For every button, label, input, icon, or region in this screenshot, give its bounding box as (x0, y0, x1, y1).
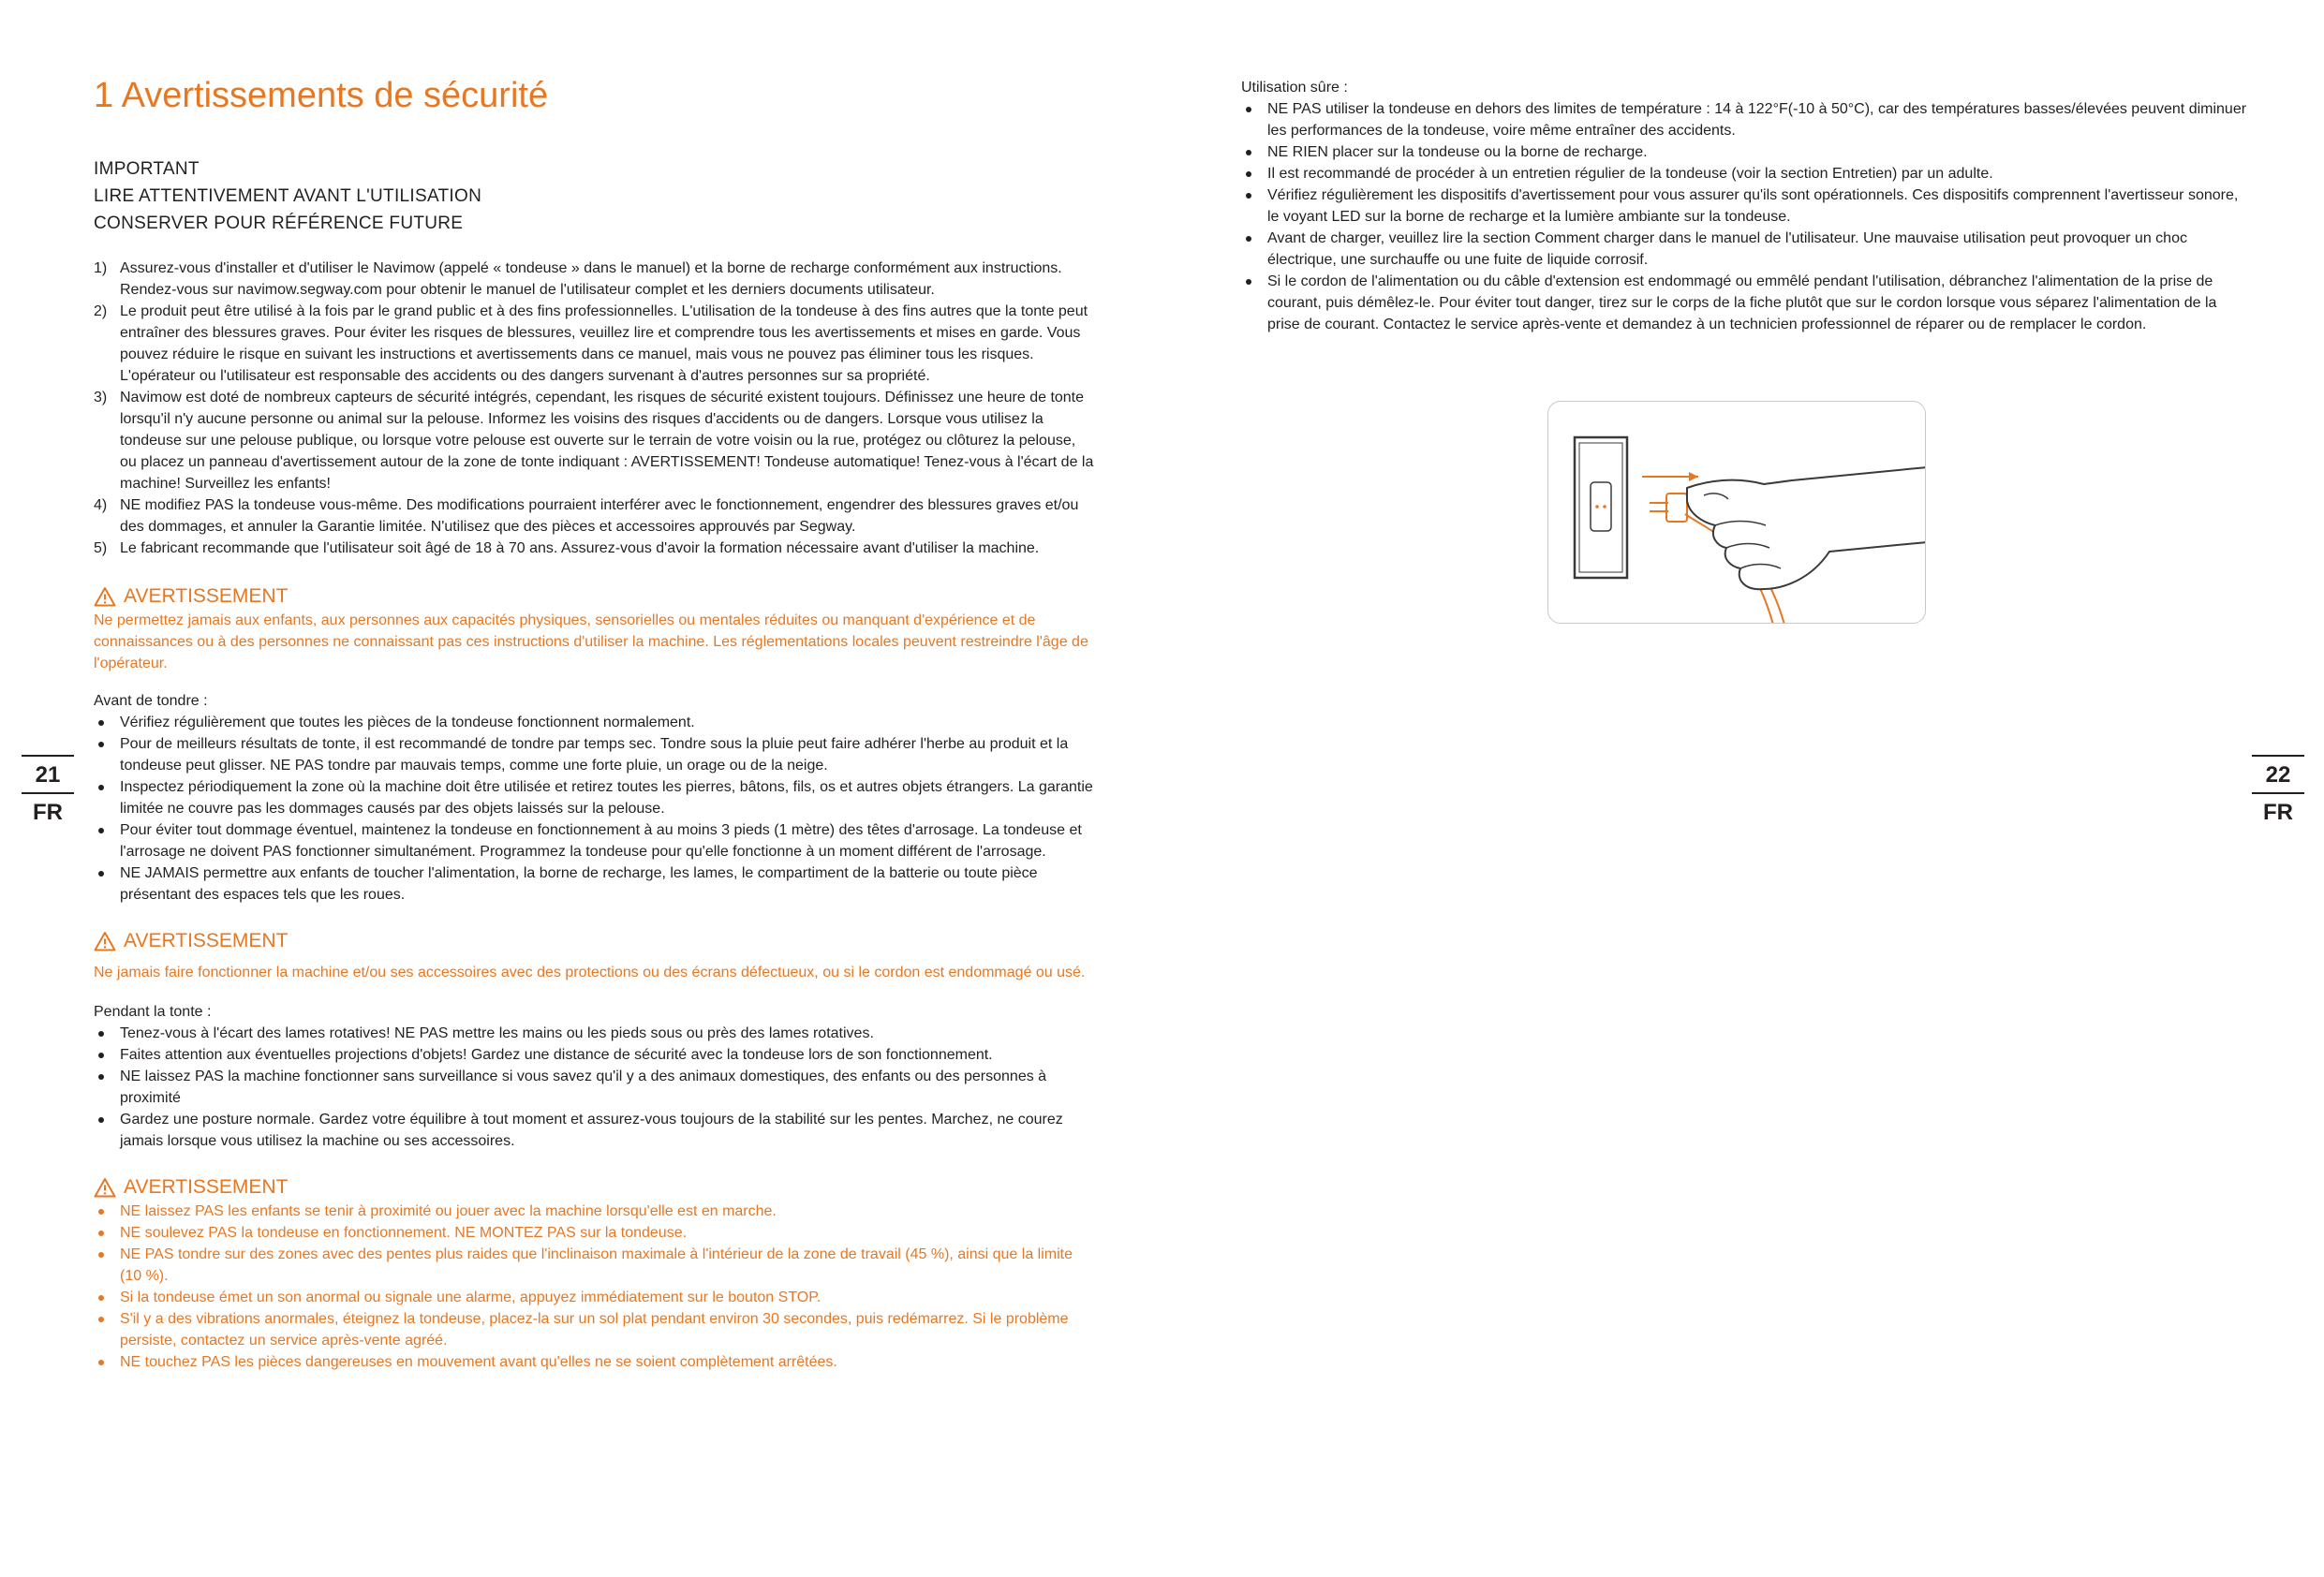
list-item: Gardez une posture normale. Gardez votre équilibre à tout moment et assurez-vous toujours de la stabilité sur les pentes. Marchez, ne courez jamais lorsque vous utilisez la machine ou ses accessoires. (94, 1109, 1096, 1152)
item-text: Le produit peut être utilisé à la fois par le grand public et à des fins professionnelles. L'utilisation de la tondeuse à des fins autres que la tonte peut entraîner des blessures graves. Pour éviter les risques de blessures, veuillez lire et comprendre tous les avertissements et mises en garde. Vous pouvez réduire le risque en suivant les instructions et avertissements dans ce manuel, mais vous ne pouvez pas éliminer tous les risques. L'opérateur ou l'utilisateur est responsable des accidents ou des dangers survenant à d'autres personnes sur sa propriété. (120, 303, 1088, 384)
list-item: NE PAS tondre sur des zones avec des pentes plus raides que l'inclinaison maximale à l'intérieur de la zone de travail (45 %), ainsi que la limite (10 %). (94, 1244, 1096, 1287)
warning-triangle-icon (94, 586, 116, 607)
plug-removal-image (1548, 402, 1926, 624)
list-item (94, 301, 1096, 387)
page-number: 22 (2265, 762, 2291, 788)
item-number: 5) (94, 540, 108, 556)
important-line: LIRE ATTENTIVEMENT AVANT L'UTILISATION (94, 186, 482, 206)
list-item: NE laissez PAS les enfants se tenir à proximité ou jouer avec la machine lorsqu'elle est en marche. (94, 1201, 1096, 1222)
unplug-illustration (1547, 401, 1926, 624)
list-item (94, 387, 1096, 494)
list-item (94, 258, 1096, 301)
item-number: 3) (94, 390, 108, 405)
warning-list (94, 1201, 1096, 1373)
list-item: Vérifiez régulièrement les dispositifs d'avertissement pour vous assurer qu'ils sont opérationnels. Ces dispositifs comprennent l'avertisseur sonore, le voyant LED sur la borne de recharge et la lumière ambiante sur la tondeuse. (1241, 184, 2253, 228)
safe-use-title: Utilisation sûre : (1241, 80, 1348, 96)
item-text: Navimow est doté de nombreux capteurs de sécurité intégrés, cependant, les risques de sécurité existent toujours. Définissez une heure de tonte lorsqu'il n'y aucune personne ou animal sur la pelouse. Informez les voisins des risques d'accidents ou de dangers. Lorsque vous utilisez la tondeuse sur une pelouse publique, ou lorsque votre pelouse est ouverte sur le terrain de votre voisin ou la rue, protégez ou clôturez la pelouse, ou placez un panneau d'avertissement autour de la zone de tonte indiquant : AVERTISSEMENT! Tondeuse automatique! Tenez-vous à l'écart de la machine! Surveillez les enfants! (120, 390, 1094, 492)
list-item: Tenez-vous à l'écart des lames rotatives! NE PAS mettre les mains ou les pieds sous ou près des lames rotatives. (94, 1023, 1096, 1044)
important-line: CONSERVER POUR RÉFÉRENCE FUTURE (94, 214, 464, 233)
numbered-list (94, 258, 1096, 559)
list-item: NE JAMAIS permettre aux enfants de toucher l'alimentation, la borne de recharge, les lames, le compartiment de la batterie ou toute pièce présentant des espaces tels que les roues. (94, 862, 1096, 906)
warning-text: Ne permettez jamais aux enfants, aux personnes aux capacités physiques, sensorielles ou mentales réduites ou manquant d'expérience et de connaissances ou à des personnes ne connaissant pas ces instructions d'utiliser la machine. Les réglementations locales peuvent restreindre l'âge de l'opérateur. (94, 612, 1088, 671)
left-page (94, 73, 1096, 1373)
page-language: FR (2263, 800, 2293, 825)
warning-triangle-icon (94, 931, 116, 951)
list-item: Faites attention aux éventuelles projections d'objets! Gardez une distance de sécurité avec la tondeuse lors de son fonctionnement. (94, 1044, 1096, 1066)
page-number-right (2252, 755, 2304, 830)
item-number: 2) (94, 303, 108, 319)
list-item: NE touchez PAS les pièces dangereuses en mouvement avant qu'elles ne se soient complètement arrêtées. (94, 1351, 1096, 1373)
list-item: NE PAS utiliser la tondeuse en dehors des limites de température : 14 à 122°F(-10 à 50°C), car des températures basses/élevées peuvent diminuer les performances de la tondeuse, voire même entraîner des accidents. (1241, 98, 2253, 141)
list-item: Inspectez périodiquement la zone où la machine doit être utilisée et retirez toutes les pierres, bâtons, fils, os et autres objets étrangers. La garantie limitée ne couvre pas les dommages causés par des objets laissés sur la pelouse. (94, 776, 1096, 819)
item-text: NE modifiez PAS la tondeuse vous-même. Des modifications pourraient interférer avec le fonctionnement, engendrer des blessures graves et/ou des dommages, et annuler la Garantie limitée. N'utilisez que des pièces et accessoires approuvés par Segway. (120, 497, 1079, 535)
list-item: Avant de charger, veuillez lire la section Comment charger dans le manuel de l'utilisateur. Une mauvaise utilisation peut provoquer un choc électrique, une surchauffe ou une fuite de liquide corrosif. (1241, 228, 2253, 271)
warning-heading (94, 1174, 1096, 1201)
list-item (94, 538, 1096, 559)
warning-heading (94, 928, 1096, 954)
item-number: 1) (94, 260, 108, 276)
item-number: 4) (94, 497, 108, 513)
list-item: NE soulevez PAS la tondeuse en fonctionnement. NE MONTEZ PAS sur la tondeuse. (94, 1222, 1096, 1244)
list-item: NE RIEN placer sur la tondeuse ou la borne de recharge. (1241, 141, 2253, 163)
list-item: Pour éviter tout dommage éventuel, maintenez la tondeuse en fonctionnement à au moins 3 pieds (1 mètre) des têtes d'arrosage. La tondeuse et l'arrosage ne doivent PAS fonctionner simultanément. Programmez la tondeuse pour qu'elle fonctionne à un moment différent de l'arrosage. (94, 819, 1096, 862)
page-number: 21 (35, 762, 61, 788)
warning-triangle-icon (94, 1177, 116, 1198)
warning-heading (94, 583, 1096, 610)
page-language: FR (33, 800, 63, 825)
list-item: S'il y a des vibrations anormales, éteignez la tondeuse, placez-la sur un sol plat pendant environ 30 secondes, puis redémarrez. Si le problème persiste, contactez un service après-vente agréé. (94, 1308, 1096, 1351)
during-mowing-list (94, 1023, 1096, 1152)
item-text: Le fabricant recommande que l'utilisateur soit âgé de 18 à 70 ans. Assurez-vous d'avoir la formation nécessaire avant d'utiliser la machine. (120, 540, 1040, 556)
important-block (94, 155, 1096, 237)
list-item: Vérifiez régulièrement que toutes les pièces de la tondeuse fonctionnent normalement. (94, 712, 1096, 733)
page-number-left (22, 755, 74, 830)
list-item: Si la tondeuse émet un son anormal ou signale une alarme, appuyez immédiatement sur le bouton STOP. (94, 1287, 1096, 1308)
item-text: Assurez-vous d'installer et d'utiliser le Navimow (appelé « tondeuse » dans le manuel) et la borne de recharge conformément aux instructions. Rendez-vous sur navimow.segway.com pour obtenir le manuel de l'utilisateur complet et les derniers documents utilisateur. (120, 260, 1062, 298)
list-item (94, 494, 1096, 538)
before-mowing-title: Avant de tondre : (94, 693, 208, 709)
section-title: 1 Avertissements de sécurité (94, 76, 549, 115)
warning-text: Ne jamais faire fonctionner la machine et/ou ses accessoires avec des protections ou des écrans défectueux, ou si le cordon est endommagé ou usé. (94, 965, 1086, 980)
list-item: Si le cordon de l'alimentation ou du câble d'extension est endommagé ou emmêlé pendant l'utilisation, débranchez l'alimentation de la prise de courant, puis démêlez-le. Pour éviter tout danger, tirez sur le corps de la fiche plutôt que sur le cordon lorsque vous séparez l'alimentation de la prise de courant. Contactez le service après-vente et demandez à un technicien professionnel de réparer ou de remplacer le cordon. (1241, 271, 2253, 335)
warning-label: AVERTISSEMENT (124, 930, 289, 951)
warning-label: AVERTISSEMENT (124, 585, 289, 607)
before-mowing-list (94, 712, 1096, 906)
during-mowing-title: Pendant la tonte : (94, 1004, 212, 1020)
important-line: IMPORTANT (94, 159, 200, 179)
list-item: Pour de meilleurs résultats de tonte, il est recommandé de tondre par temps sec. Tondre sous la pluie peut faire adhérer l'herbe au produit et la tondeuse peut glisser. NE PAS tondre par mauvais temps, comme une forte pluie, un orage ou de la neige. (94, 733, 1096, 776)
list-item: Il est recommandé de procéder à un entretien régulier de la tondeuse (voir la section Entretien) par un adulte. (1241, 163, 2253, 184)
list-item: NE laissez PAS la machine fonctionner sans surveillance si vous savez qu'il y a des animaux domestiques, des enfants ou des personnes à proximité (94, 1066, 1096, 1109)
warning-label: AVERTISSEMENT (124, 1176, 289, 1198)
safe-use-list (1241, 98, 2253, 335)
right-page (1241, 77, 2253, 335)
